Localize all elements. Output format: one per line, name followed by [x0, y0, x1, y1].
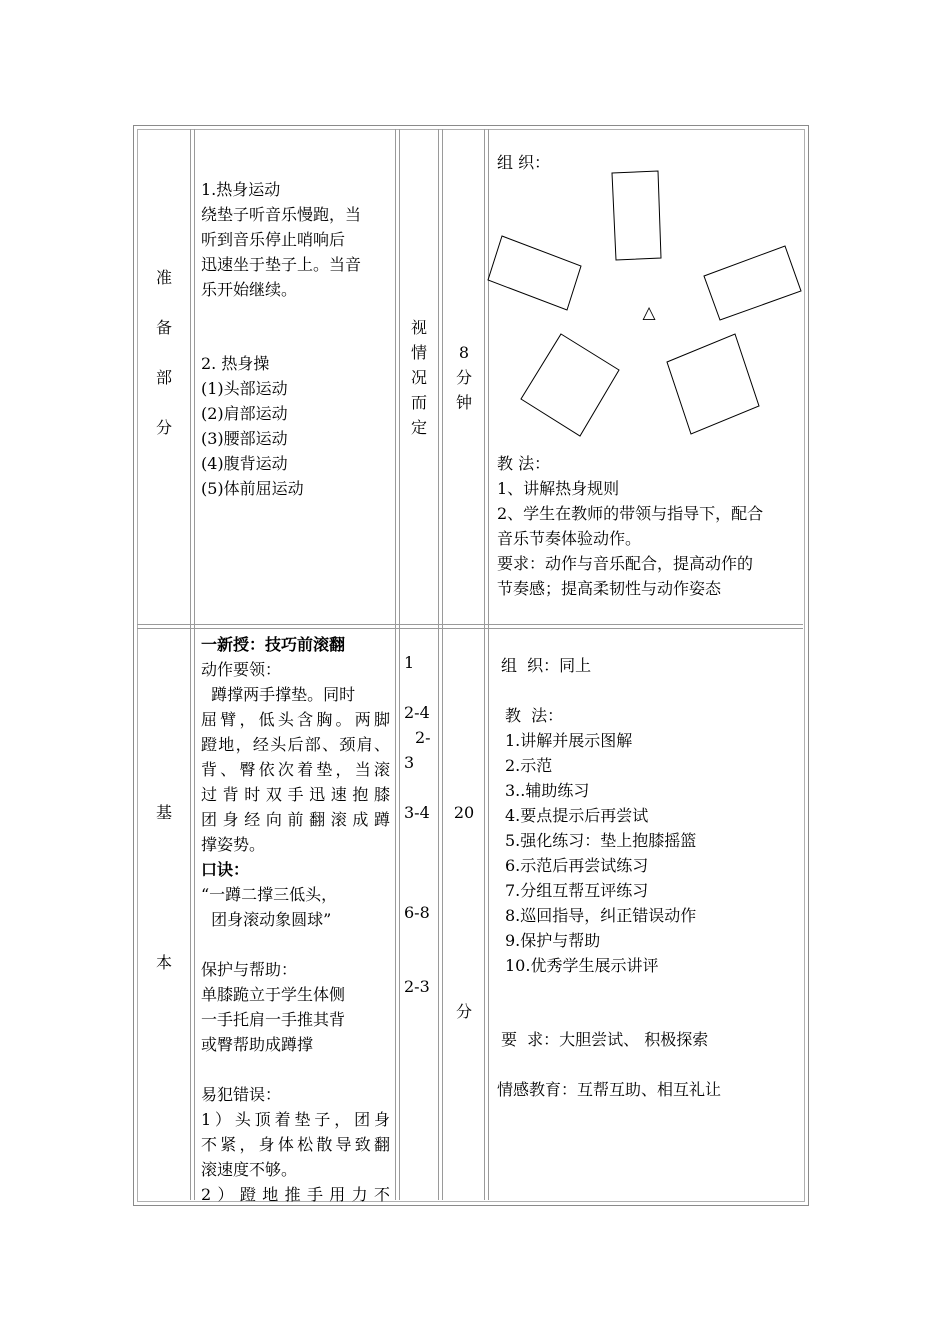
protection-label: 保护与帮助： — [201, 960, 298, 979]
warmup-title: 1.热身运动 — [201, 180, 281, 199]
basic-requirement: 要 求：大胆尝试、 积极探索 — [501, 1030, 709, 1049]
times-value: 2-4 — [404, 703, 430, 722]
teaching-line: 5.强化练习：垫上抱膝摇篮 — [505, 831, 697, 850]
section-char: 分 — [155, 418, 172, 437]
essentials-line: 蹲撑两手撑垫。同时 — [201, 685, 356, 704]
warmup-line: 听到音乐停止哨响后 — [201, 230, 346, 249]
section-char: 部 — [155, 368, 172, 387]
exercise-title: 2. 热身操 — [201, 354, 270, 373]
mat-icon — [704, 246, 801, 320]
protection-line: 一手托肩一手推其背 — [201, 1010, 346, 1029]
duration-value: 20 — [453, 803, 475, 822]
rhyme-line: 团身滚动象圆球” — [201, 910, 332, 929]
essentials-line: 过背时双手迅速抱膝 — [201, 785, 390, 804]
col-sep — [442, 129, 443, 1200]
col-sep — [194, 129, 195, 1200]
warmup-line: 迅速坐于垫子上。当音 — [201, 255, 362, 274]
exercise-item: (2)肩部运动 — [201, 404, 288, 423]
col-sep — [395, 129, 396, 1200]
lesson-title: 一新授：技巧前滚翻 — [201, 635, 346, 654]
prep-organization-label: 组 织： — [497, 153, 551, 172]
duration-value: 分 — [455, 1002, 472, 1021]
times-value: 3 — [404, 753, 415, 772]
warmup-line: 绕垫子听音乐慢跑，当 — [201, 205, 362, 224]
teaching-label: 教 法： — [505, 706, 564, 725]
exercise-item: (1)头部运动 — [201, 379, 288, 398]
exercise-item: (4)腹背运动 — [201, 454, 288, 473]
essentials-line: 蹬地，经头后部、颈肩、 — [201, 735, 390, 754]
exercise-item: (5)体前屈运动 — [201, 479, 304, 498]
row-sep — [137, 628, 803, 629]
duration-char: 分 — [455, 368, 472, 387]
col-sep — [438, 129, 439, 1200]
times-char: 而 — [410, 393, 427, 412]
protection-line: 或臀帮助成蹲撑 — [201, 1035, 314, 1054]
teaching-line: 1.讲解并展示图解 — [505, 731, 633, 750]
teaching-line: 10.优秀学生展示讲评 — [505, 956, 659, 975]
essentials-line: 撑姿势。 — [201, 835, 266, 854]
times-char: 情 — [410, 343, 427, 362]
times-value: 3-4 — [404, 803, 430, 822]
rhyme-line: “一蹲二撑三低头， — [201, 885, 338, 904]
col-sep — [399, 129, 400, 1200]
exercise-item: (3)腰部运动 — [201, 429, 288, 448]
section-char: 备 — [155, 318, 172, 337]
duration-char: 8 — [458, 343, 470, 362]
section-char: 本 — [155, 953, 172, 972]
col-sep — [190, 129, 191, 1200]
basic-organization: 组 织：同上 — [501, 656, 592, 675]
times-char: 视 — [410, 318, 427, 337]
times-value: 2-3 — [404, 977, 430, 996]
warmup-line: 乐开始继续。 — [201, 280, 298, 299]
row-sep — [137, 624, 803, 625]
times-value: 1 — [404, 653, 415, 672]
errors-line: 不紧，身体松散导致翻 — [201, 1135, 390, 1154]
teaching-line: 要求：动作与音乐配合，提高动作的 — [497, 554, 754, 573]
section-char: 准 — [155, 268, 172, 287]
essentials-line: 背、臀依次着垫，当滚 — [201, 760, 390, 779]
teaching-line: 3..辅助练习 — [505, 781, 590, 800]
teaching-line: 6.示范后再尝试练习 — [505, 856, 649, 875]
mat-icon — [612, 171, 661, 260]
times-char: 定 — [410, 418, 427, 437]
times-char: 况 — [410, 368, 427, 387]
teaching-line: 节奏感；提高柔韧性与动作姿态 — [497, 579, 722, 598]
section-char: 基 — [155, 803, 172, 822]
protection-line: 单膝跪立于学生体侧 — [201, 985, 346, 1004]
errors-line: 1）头顶着垫子，团身 — [201, 1110, 390, 1129]
mat-icon — [521, 334, 619, 436]
teacher-triangle-icon: △ — [642, 303, 656, 323]
teaching-line: 2.示范 — [505, 756, 553, 775]
rhyme-label: 口诀： — [201, 860, 250, 879]
teaching-line: 1、讲解热身规则 — [497, 479, 620, 498]
basic-content — [201, 632, 390, 1207]
times-value: 6-8 — [404, 903, 430, 922]
teaching-line: 8.巡回指导，纠正错误动作 — [505, 906, 697, 925]
errors-line: 滚速度不够。 — [201, 1160, 298, 1179]
mat-icon — [667, 334, 759, 434]
essentials-line: 屈臂，低头含胸。两脚 — [201, 710, 390, 729]
teaching-line: 音乐节奏体验动作。 — [497, 529, 642, 548]
errors-line: 2）蹬地推手用力不 — [201, 1185, 390, 1204]
teaching-line: 9.保护与帮助 — [505, 931, 601, 950]
essentials-line: 团身经向前翻滚成蹲 — [201, 810, 390, 829]
errors-label: 易犯错误： — [201, 1085, 282, 1104]
essentials-label: 动作要领： — [201, 660, 282, 679]
times-value: 2- — [415, 728, 431, 747]
emotion-education: 情感教育：互帮互助、相互礼让 — [497, 1080, 722, 1099]
mat-formation-diagram — [488, 160, 808, 450]
teaching-line: 4.要点提示后再尝试 — [505, 806, 649, 825]
mat-icon — [488, 236, 581, 310]
teaching-line: 2、学生在教师的带领与指导下，配合 — [497, 504, 764, 523]
teaching-label: 教 法： — [497, 454, 551, 473]
duration-char: 钟 — [455, 393, 472, 412]
teaching-line: 7.分组互帮互评练习 — [505, 881, 649, 900]
col-sep — [484, 129, 485, 1200]
